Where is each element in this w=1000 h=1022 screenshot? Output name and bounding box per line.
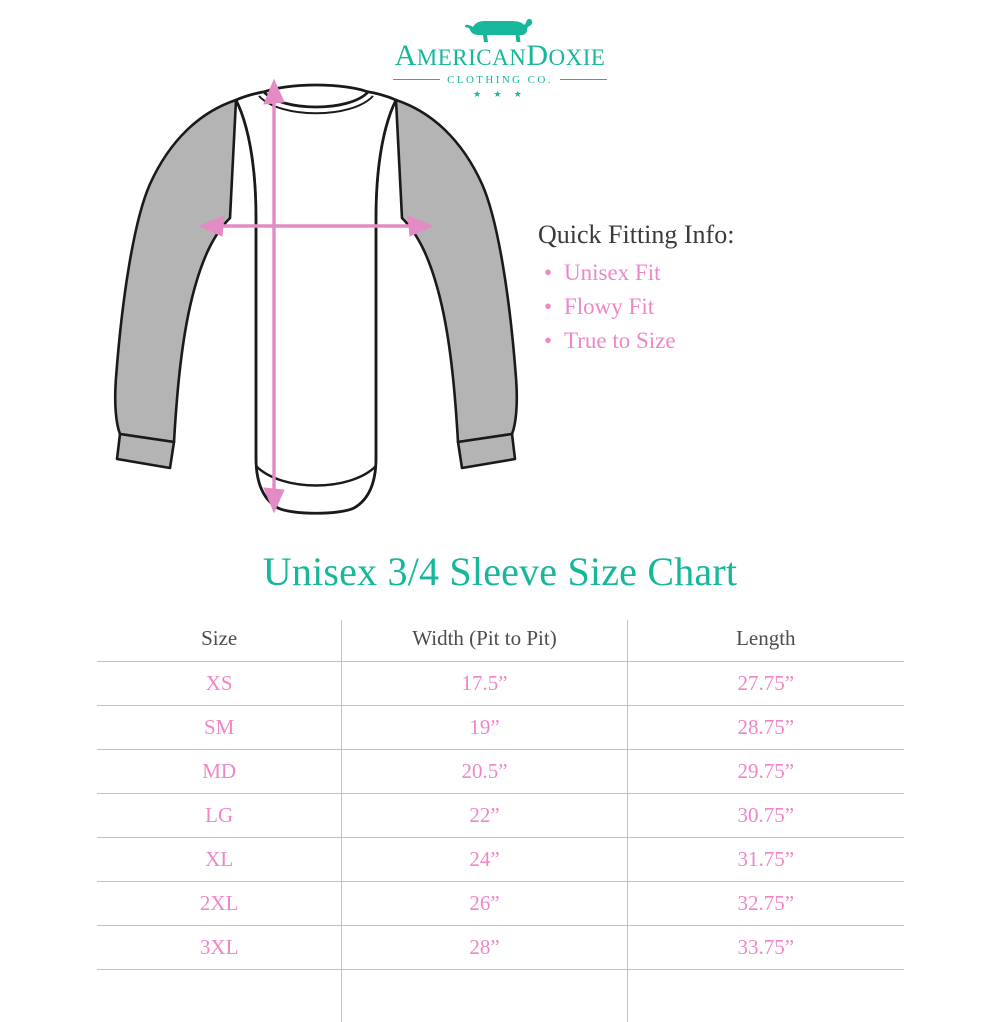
fitting-item-label: True to Size (564, 328, 676, 353)
brand-text-merican: MERICAN (417, 45, 527, 70)
brand-letter-d: D (526, 39, 548, 72)
cell-size: 3XL (97, 926, 342, 970)
table-row (97, 838, 904, 882)
cell-length: 33.75” (627, 926, 904, 970)
brand-text-oxie: OXIE (548, 45, 605, 70)
fitting-item-label: Flowy Fit (564, 294, 654, 319)
table-row (97, 926, 904, 970)
right-sleeve (396, 100, 517, 442)
list-item (564, 294, 938, 320)
cell-length: 31.75” (627, 838, 904, 882)
cell-length: 29.75” (627, 750, 904, 794)
cell-empty (627, 970, 904, 1022)
cell-size: SM (97, 706, 342, 750)
cell-length: 32.75” (627, 882, 904, 926)
fitting-info-title: Quick Fitting Info: (538, 220, 938, 250)
table-row (97, 662, 904, 706)
raglan-shirt-drawing (96, 78, 536, 528)
quick-fitting-info (538, 220, 938, 362)
cell-width: 24” (342, 838, 627, 882)
cell-length: 27.75” (627, 662, 904, 706)
cell-size: LG (97, 794, 342, 838)
cell-length: 30.75” (627, 794, 904, 838)
bullet-icon: • (544, 294, 552, 320)
table-row-filler (97, 970, 904, 1022)
table-row (97, 706, 904, 750)
table-row (97, 882, 904, 926)
cell-size: MD (97, 750, 342, 794)
shirt-body (236, 88, 396, 513)
brand-stars: ★ ★ ★ (0, 89, 1000, 100)
brand-subtitle: CLOTHING CO. (440, 74, 560, 86)
cell-size: XS (97, 662, 342, 706)
left-sleeve (115, 100, 236, 442)
list-item (564, 328, 938, 354)
fitting-item-label: Unisex Fit (564, 260, 660, 285)
column-header-length: Length (627, 620, 904, 662)
cell-width: 19” (342, 706, 627, 750)
shirt-illustration (96, 78, 536, 528)
cell-size: XL (97, 838, 342, 882)
divider-right (560, 79, 607, 80)
page-title: Unisex 3/4 Sleeve Size Chart (0, 548, 1000, 595)
table-header-row (97, 620, 904, 662)
cell-size: 2XL (97, 882, 342, 926)
bullet-icon: • (544, 328, 552, 354)
cell-length: 28.75” (627, 706, 904, 750)
table-row (97, 750, 904, 794)
fitting-info-list (538, 260, 938, 354)
cell-width: 28” (342, 926, 627, 970)
cell-width: 20.5” (342, 750, 627, 794)
cell-empty (97, 970, 342, 1022)
bullet-icon: • (544, 260, 552, 286)
cell-width: 22” (342, 794, 627, 838)
cell-width: 17.5” (342, 662, 627, 706)
list-item (564, 260, 938, 286)
size-chart-table (97, 620, 904, 1022)
table-row (97, 794, 904, 838)
column-header-width: Width (Pit to Pit) (342, 620, 627, 662)
cell-empty (342, 970, 627, 1022)
brand-letter-a: A (395, 39, 417, 72)
brand-wordmark (0, 40, 1000, 72)
cell-width: 26” (342, 882, 627, 926)
column-header-size: Size (97, 620, 342, 662)
